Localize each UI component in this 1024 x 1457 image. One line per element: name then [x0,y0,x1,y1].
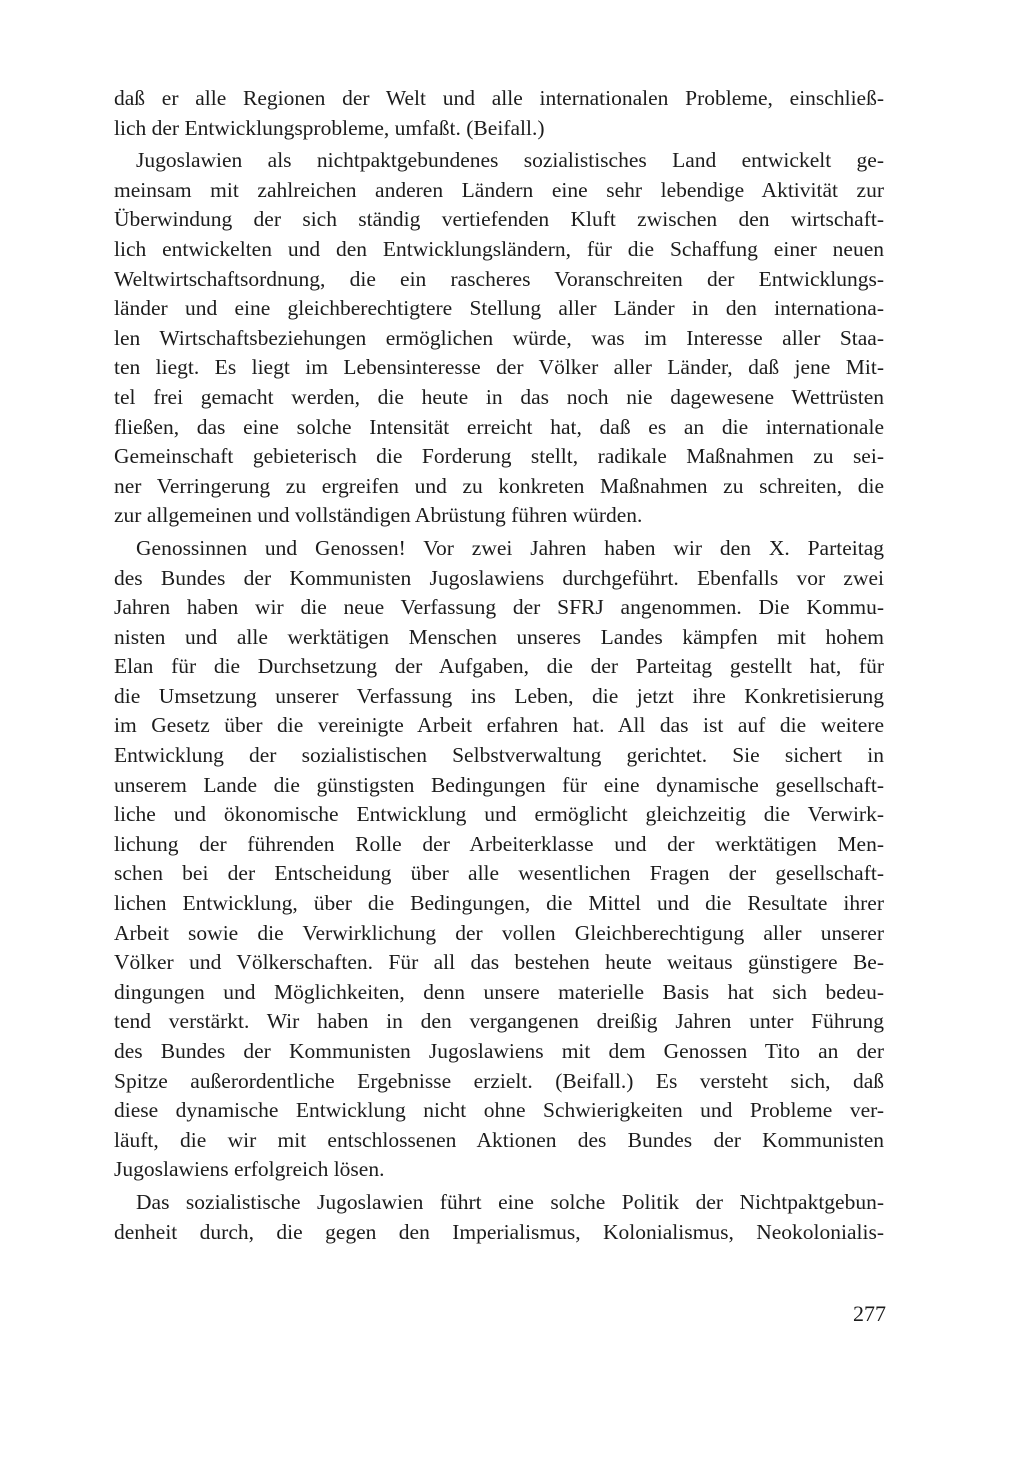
text-line: fließen, das eine solche Intensität erreicht hat, daß es an die internationale [114,414,884,439]
paragraph-2 [114,146,884,531]
text-line: tel frei gemacht werden, die heute in das noch nie dagewesene Wettrüsten [114,384,884,409]
text-line: lichen Entwicklung, über die Bedingungen, die Mittel und die Resultate ihrer [114,891,884,916]
text-line: Weltwirtschaftsordnung, die ein rascheres Voranschreiten der Entwicklungs- [114,266,884,291]
text-line: liche und ökonomische Entwicklung und ermöglicht gleichzeitig die Verwirk- [114,802,884,827]
text-line: tend verstärkt. Wir haben in den vergangenen dreißig Jahren unter Führung [114,1009,884,1034]
text-line: ner Verringerung zu ergreifen und zu konkreten Maßnahmen zu schreiten, die [114,473,884,498]
text-line: lich der Entwicklungsprobleme, umfaßt. (Beifall.) [114,115,545,140]
text-line: diese dynamische Entwicklung nicht ohne Schwierigkeiten und Probleme ver- [114,1098,884,1123]
text-line: des Bundes der Kommunisten Jugoslawiens durchgeführt. Ebenfalls vor zwei [114,565,884,590]
text-line: im Gesetz über die vereinigte Arbeit erfahren hat. All das ist auf die weitere [114,713,884,738]
paragraph-3 [114,534,884,1185]
text-line: Spitze außerordentliche Ergebnisse erzielt. (Beifall.) Es versteht sich, daß [114,1068,884,1093]
text-line: läuft, die wir mit entschlossenen Aktionen des Bundes der Kommunisten [114,1127,884,1152]
text-line: schen bei der Entscheidung über alle wesentlichen Fragen der gesellschaft- [114,861,884,886]
paragraph-4 [114,1188,884,1247]
text-line: Arbeit sowie die Verwirklichung der vollen Gleichberechtigung aller unserer [114,920,884,945]
text-line: Völker und Völkerschaften. Für all das bestehen heute weitaus günstigere Be- [114,950,884,975]
page-number: 277 [853,1301,886,1326]
text-line: zur allgemeinen und vollständigen Abrüstung führen würden. [114,503,643,528]
text-line: die Umsetzung unserer Verfassung ins Leben, die jetzt ihre Konkretisierung [114,683,884,708]
text-line: Das sozialistische Jugoslawien führt eine solche Politik der Nichtpaktgebun- [136,1189,884,1214]
text-line: Jugoslawiens erfolgreich lösen. [114,1157,385,1182]
text-line: denheit durch, die gegen den Imperialismus, Kolonialismus, Neokolonialis- [114,1219,884,1244]
text-line: Überwindung der sich ständig vertiefenden Kluft zwischen den wirtschaft- [114,207,884,232]
text-line: Gemeinschaft gebieterisch die Forderung stellt, radikale Maßnahmen zu sei- [114,444,884,469]
text-line: Jahren haben wir die neue Verfassung der SFRJ angenommen. Die Kommu- [114,595,884,620]
text-line: len Wirtschaftsbeziehungen ermöglichen würde, was im Interesse aller Staa- [114,325,884,350]
text-line: dingungen und Möglichkeiten, denn unsere materielle Basis hat sich bedeu- [114,979,884,1004]
text-line: ten liegt. Es liegt im Lebensinteresse der Völker aller Länder, daß jene Mit- [114,355,884,380]
text-line: Genossinnen und Genossen! Vor zwei Jahren haben wir den X. Parteitag [136,535,884,560]
text-line: unserem Lande die günstigsten Bedingungen für eine dynamische gesellschaft- [114,772,884,797]
text-line: Elan für die Durchsetzung der Aufgaben, die der Parteitag gestellt hat, für [114,654,884,679]
text-line: länder und eine gleichberechtigtere Stellung aller Länder in den internationa- [114,296,884,321]
paragraph-1 [114,84,884,143]
text-line: Entwicklung der sozialistischen Selbstverwaltung gerichtet. Sie sichert in [114,743,884,768]
text-line: daß er alle Regionen der Welt und alle internationalen Probleme, einschließ- [114,86,884,110]
text-line: lichung der führenden Rolle der Arbeiterklasse und der werktätigen Men- [114,831,884,856]
page-body [114,84,884,1247]
text-line: meinsam mit zahlreichen anderen Ländern eine sehr lebendige Aktivität zur [114,177,884,202]
text-line: des Bundes der Kommunisten Jugoslawiens mit dem Genossen Tito an der [114,1039,884,1063]
text-line: lich entwickelten und den Entwicklungsländern, für die Schaffung einer neuen [114,236,884,261]
text-line: Jugoslawien als nichtpaktgebundenes sozialistisches Land entwickelt ge- [136,148,884,173]
text-line: nisten und alle werktätigen Menschen unseres Landes kämpfen mit hohem [114,624,884,649]
